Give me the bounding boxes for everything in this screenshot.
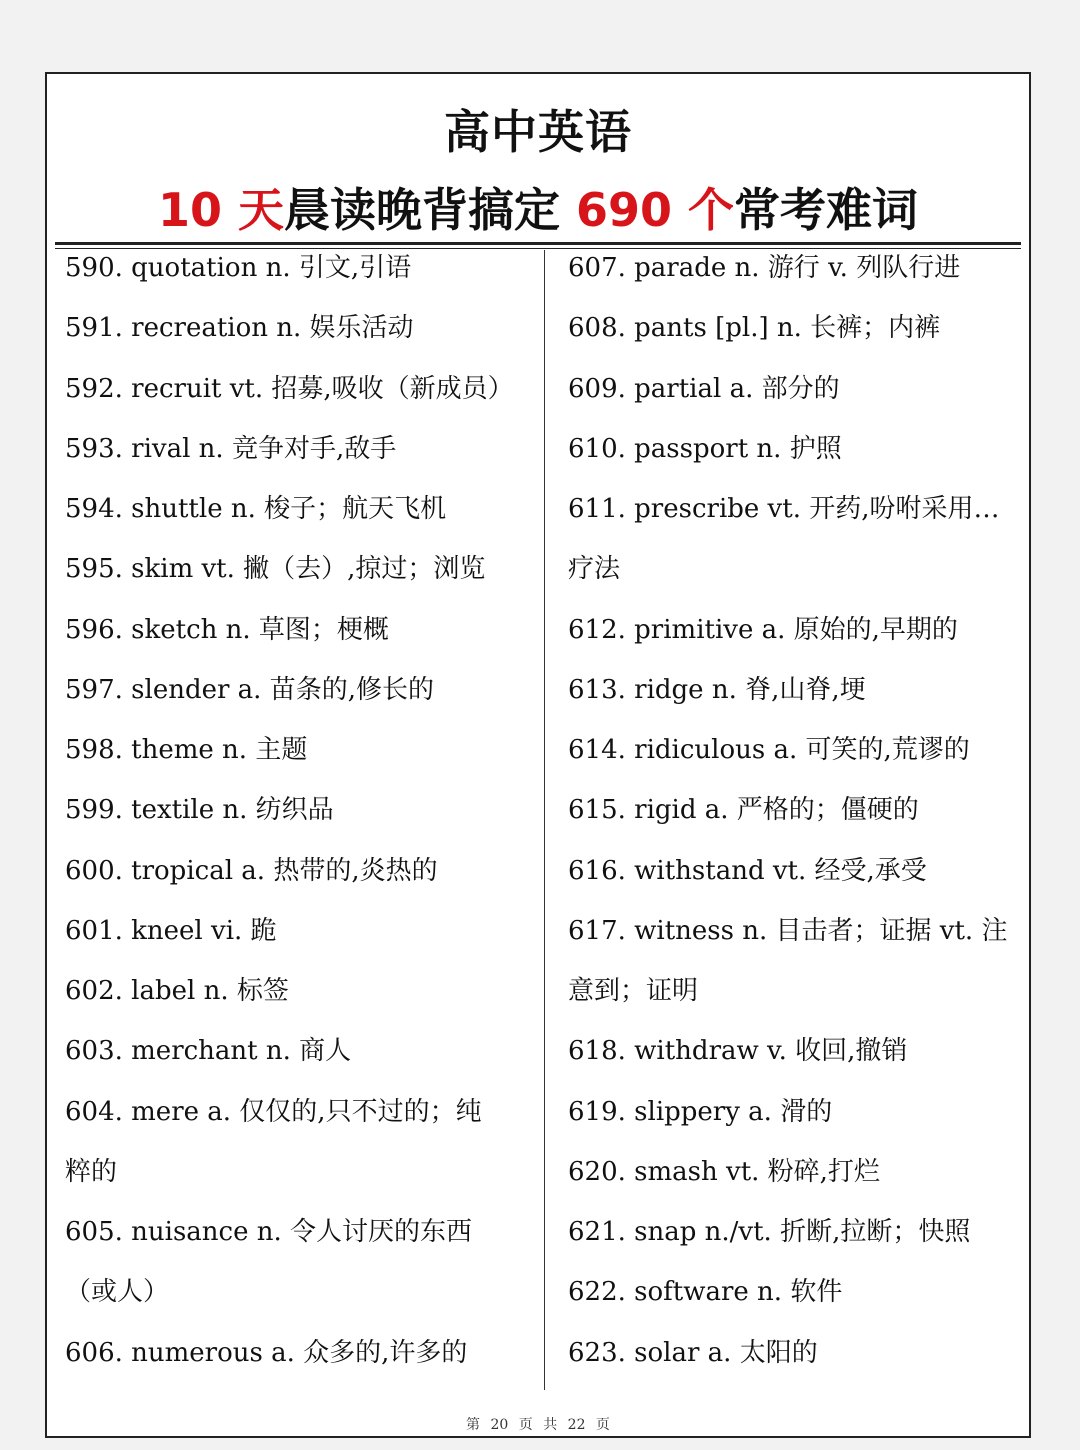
vocab-line: 615. rigid a. 严格的；僵硬的 bbox=[568, 795, 919, 826]
subtitle-text-1: 晨读晚背搞定 bbox=[283, 183, 560, 237]
column-divider bbox=[544, 250, 545, 1390]
vocab-line-continuation: 粹的 bbox=[65, 1156, 118, 1187]
left-column bbox=[65, 238, 515, 1383]
vocab-line-continuation: 疗法 bbox=[568, 554, 621, 585]
vocab-line: 623. solar a. 太阳的 bbox=[568, 1337, 818, 1368]
vocab-line: 607. parade n. 游行 v. 列队行进 bbox=[568, 253, 961, 283]
vocab-line: 598. theme n. 主题 bbox=[65, 735, 308, 765]
subtitle-count: 690 个 bbox=[576, 183, 735, 237]
vocab-line: 620. smash vt. 粉碎,打烂 bbox=[568, 1156, 880, 1187]
vocab-line: 606. numerous a. 众多的,许多的 bbox=[65, 1337, 468, 1368]
vocab-line: 600. tropical a. 热带的,炎热的 bbox=[65, 855, 438, 886]
vocab-line: 590. quotation n. 引文,引语 bbox=[65, 253, 412, 283]
right-column bbox=[568, 238, 1023, 1383]
page-title: 高中英语 bbox=[444, 105, 632, 159]
vocab-line: 596. sketch n. 草图；梗概 bbox=[65, 614, 389, 645]
vocab-line-continuation: 意到；证明 bbox=[568, 976, 699, 1006]
vocab-line: 612. primitive a. 原始的,早期的 bbox=[568, 614, 958, 645]
vocab-line: 595. skim vt. 撇（去）,掠过；浏览 bbox=[65, 554, 486, 585]
vocab-line: 609. partial a. 部分的 bbox=[568, 373, 840, 404]
vocab-line: 618. withdraw v. 收回,撤销 bbox=[568, 1036, 908, 1067]
vocab-line: 604. mere a. 仅仅的,只不过的；纯 bbox=[65, 1096, 482, 1127]
vocab-line: 591. recreation n. 娱乐活动 bbox=[65, 313, 414, 344]
vocab-line: 619. slippery a. 滑的 bbox=[568, 1096, 833, 1127]
vocab-line: 599. textile n. 纺织品 bbox=[65, 795, 334, 826]
vocab-line: 622. software n. 软件 bbox=[568, 1277, 843, 1308]
vocab-line: 594. shuttle n. 梭子；航天飞机 bbox=[65, 494, 447, 524]
vocab-line: 597. slender a. 苗条的,修长的 bbox=[65, 674, 434, 705]
vocab-line: 613. ridge n. 脊,山脊,埂 bbox=[568, 674, 866, 705]
vocab-line: 608. pants [pl.] n. 长裤；内裤 bbox=[568, 313, 941, 344]
vocab-line: 605. nuisance n. 令人讨厌的东西 bbox=[65, 1217, 473, 1247]
subtitle-text-2: 常考难词 bbox=[734, 183, 919, 237]
vocab-line: 601. kneel vi. 跪 bbox=[65, 915, 277, 946]
vocab-line: 610. passport n. 护照 bbox=[568, 433, 842, 464]
vocab-line: 603. merchant n. 商人 bbox=[65, 1036, 352, 1067]
vocab-line: 617. witness n. 目击者；证据 vt. 注 bbox=[568, 915, 1008, 946]
vocab-line: 621. snap n./vt. 折断,拉断；快照 bbox=[568, 1217, 971, 1247]
page-subtitle bbox=[47, 174, 1029, 240]
page-number: 第 20 页 共 22 页 bbox=[466, 1417, 610, 1433]
vocab-line: 614. ridiculous a. 可笑的,荒谬的 bbox=[568, 735, 970, 765]
vocab-line: 602. label n. 标签 bbox=[65, 976, 289, 1006]
vocab-line: 592. recruit vt. 招募,吸收（新成员） bbox=[65, 373, 514, 404]
vocab-line: 616. withstand vt. 经受,承受 bbox=[568, 855, 927, 886]
page-sheet bbox=[45, 72, 1031, 1438]
subtitle-days: 10 天 bbox=[157, 183, 284, 237]
vocab-line: 593. rival n. 竞争对手,敌手 bbox=[65, 433, 397, 464]
vocab-line-continuation: （或人） bbox=[65, 1277, 170, 1308]
vocab-line: 611. prescribe vt. 开药,吩咐采用… bbox=[568, 494, 1000, 524]
